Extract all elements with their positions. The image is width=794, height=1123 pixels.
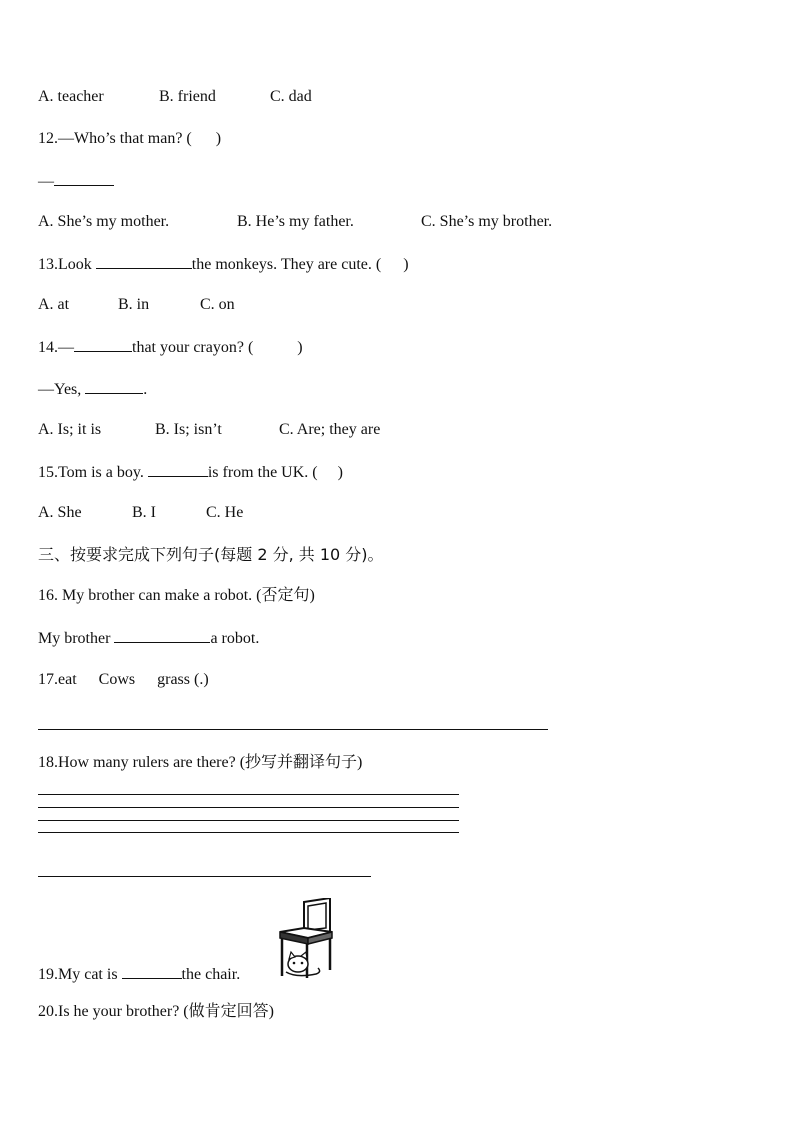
q12-option-c: C. She’s my brother.	[421, 213, 553, 230]
q16-blank[interactable]	[114, 628, 210, 643]
q14-pre: 14.—	[38, 339, 74, 356]
q19-pre: 19.My cat is	[38, 966, 122, 983]
q16-answer-post: a robot.	[210, 630, 260, 647]
q14-blank-1[interactable]	[74, 337, 132, 352]
q12-option-b: B. He’s my father.	[237, 213, 354, 230]
q13-pre: 13.Look	[38, 256, 96, 273]
q17-answer-line[interactable]	[38, 729, 548, 730]
q13-option-c: C. on	[200, 296, 235, 313]
q14-option-a: A. Is; it is	[38, 421, 102, 438]
q14-option-b: B. Is; isn’t	[155, 421, 222, 438]
q19-post: the chair.	[181, 966, 241, 983]
q18-stem: 18.How many rulers are there? (抄写并翻译句子)	[38, 754, 363, 771]
q18-writing-line-4[interactable]	[38, 832, 459, 833]
q17-word-1: eat	[58, 671, 77, 688]
q16-answer-line	[38, 628, 259, 649]
q12-close: )	[215, 130, 222, 147]
q12-answer-line	[38, 171, 114, 192]
q15-option-c: C. He	[206, 504, 244, 521]
q14-blank-2[interactable]	[85, 379, 143, 394]
q13-post: the monkeys. They are cute. (	[191, 256, 382, 273]
q19-blank[interactable]	[122, 964, 182, 979]
q19-stem	[38, 964, 240, 985]
q14-close: )	[297, 339, 303, 356]
q16-stem: 16. My brother can make a robot. (否定句)	[38, 587, 315, 604]
q11-option-a: A. teacher	[38, 88, 104, 105]
q18-writing-line-1[interactable]	[38, 794, 459, 795]
q18-writing-line-2[interactable]	[38, 807, 459, 808]
q15-pre: 15.Tom is a boy.	[38, 464, 148, 481]
q15-post: is from the UK. (	[207, 464, 318, 481]
q20-stem: 20.Is he your brother? (做肯定回答)	[38, 1003, 274, 1020]
q12-blank[interactable]	[54, 171, 114, 186]
section-3-heading: 三、按要求完成下列句子(每题 2 分, 共 10 分)。	[38, 545, 384, 564]
q14-answer-line	[38, 379, 147, 400]
q13-blank[interactable]	[96, 254, 192, 269]
q17-word-3: grass (.)	[157, 671, 209, 688]
q15-stem	[38, 462, 343, 483]
q15-option-b: B. I	[132, 504, 156, 521]
q14-option-c: C. Are; they are	[279, 421, 381, 438]
q13-close: )	[403, 256, 409, 273]
q14-stem	[38, 337, 303, 358]
q13-option-a: A. at	[38, 296, 70, 313]
q14-post: that your crayon? (	[132, 339, 254, 356]
q18-writing-line-3[interactable]	[38, 820, 459, 821]
q11-option-b: B. friend	[159, 88, 216, 105]
cat-eye-right	[301, 962, 304, 965]
q16-answer-pre: My brother	[38, 630, 115, 647]
q12-option-a: A. She’s my mother.	[38, 213, 170, 230]
q12-stem-text: 12.—Who’s that man? (	[38, 130, 192, 147]
q12-dash: —	[38, 173, 54, 190]
q14-answer-pre: —Yes,	[38, 381, 86, 398]
chair-with-cat-illustration	[276, 898, 336, 980]
q17-stem	[38, 670, 209, 690]
chair-back-inner	[308, 903, 326, 930]
q15-blank[interactable]	[148, 462, 208, 477]
q14-answer-post: .	[143, 381, 148, 398]
q18-translation-line[interactable]	[38, 876, 371, 877]
q17-num: 17.	[38, 671, 58, 688]
cat-eye-left	[293, 962, 296, 965]
q11-option-c: C. dad	[270, 88, 312, 105]
q13-stem	[38, 254, 409, 275]
q17-word-2: Cows	[98, 671, 136, 688]
q15-close: )	[337, 464, 343, 481]
q12-stem	[38, 129, 221, 149]
q13-option-b: B. in	[118, 296, 150, 313]
q15-option-a: A. She	[38, 504, 82, 521]
